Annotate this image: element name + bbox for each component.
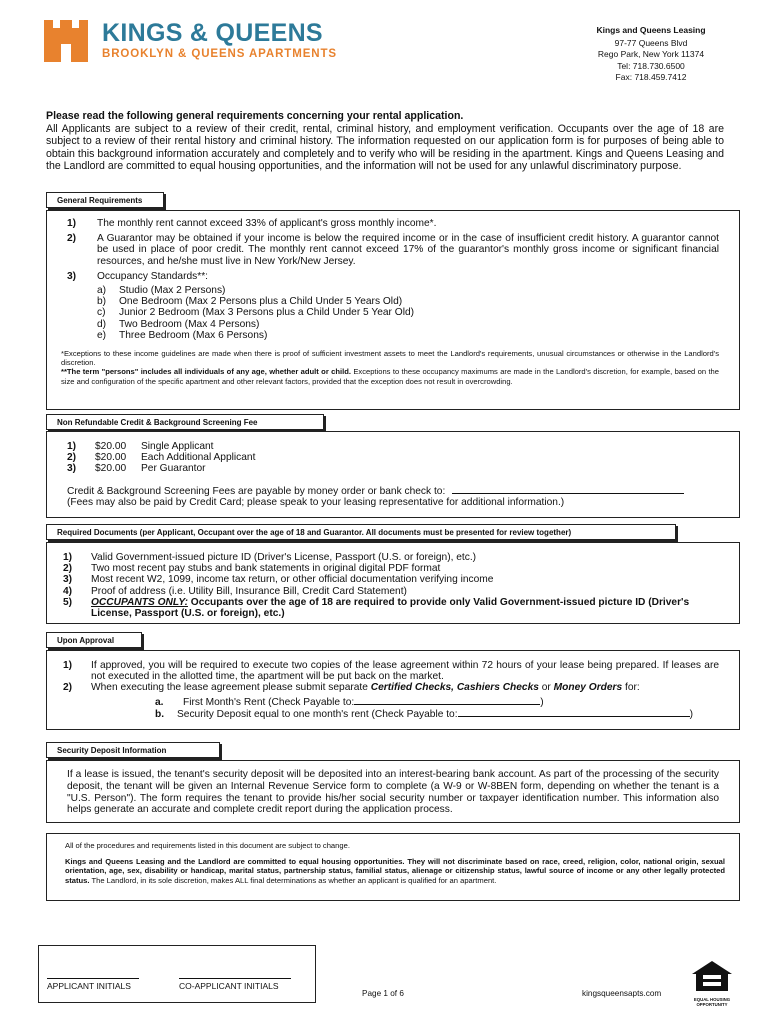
occupancy-item: a) Studio (Max 2 Persons) <box>97 285 226 297</box>
general-requirements-tab: General Requirements <box>46 192 164 208</box>
occupancy-exception-note: **The term "persons" includes all individuals of any age, whether adult or child. Exceptions to these occupancy maximums are made in the Landlord's discretion, for example, based on the size and configuration of the specific apartment and other relevant factors, provided that the exception does not result in overcrowding. <box>61 367 719 386</box>
fee-label: Single Applicant <box>141 441 214 452</box>
fee-amount: $20.00 <box>95 463 127 475</box>
policy-box <box>46 833 740 901</box>
security-deposit-line: b. Security Deposit equal to one month's rent (Check Payable to: ) <box>155 708 693 720</box>
coapplicant-initials-field[interactable]: CO-APPLICANT INITIALS <box>179 978 291 991</box>
first-month-payee-field[interactable] <box>354 696 540 705</box>
security-deposit-payee-field[interactable] <box>458 708 690 717</box>
company-address <box>576 25 726 84</box>
fee-label: Each Additional Applicant <box>141 452 256 464</box>
document-item: 3) Most recent W2, 1099, income tax return, or other official documentation verifying income <box>63 574 494 586</box>
occupancy-item: b) One Bedroom (Max 2 Persons plus a Child Under 5 Years Old) <box>97 296 403 308</box>
occupancy-item: e) Three Bedroom (Max 6 Persons) <box>97 329 268 341</box>
intro-title: Please read the following general requirements concerning your rental application. <box>46 110 464 122</box>
security-deposit-text: If a lease is issued, the tenant's security deposit will be deposited into an interest-bearing bank account. As part of the processing of the security deposit, the tenant will be given an Internal Revenue Service form to complete (a W-9 or W-8BEN form, depending on whether the tenant is a "U.S. Person"). The form requires the tenant to provide his/her social security number or taxpayer identification number. This information also helps generate an accurate and complete credit report during the application process. <box>67 769 719 816</box>
occupancy-item: c) Junior 2 Bedroom (Max 3 Persons plus a Child Under 5 Year Old) <box>97 307 415 319</box>
company-logo <box>44 20 337 62</box>
fax: Fax: 718.459.7412 <box>615 72 687 83</box>
general-item-number: 3) <box>67 270 77 282</box>
document-item: 2) Two most recent pay stubs and bank statements in original digital PDF format <box>63 563 441 575</box>
fee-payable-line: Credit & Background Screening Fees are payable by money order or bank check to: <box>67 485 719 497</box>
street-address: 97-77 Queens Blvd <box>614 37 688 48</box>
equal-housing-statement: Kings and Queens Leasing and the Landlord are committed to equal housing opportunities. They will not discriminate based on race, creed, religion, color, national origin, sexual orientation, age, sex, disability or handicap, marital status, partnership status, familial status, alienage or citizenship status, lawful source of income or any other legally protected status. The Landlord, in its sole discretion, makes ALL final determinations as whether an applicant is qualified for an apartment. <box>65 857 725 885</box>
required-documents-tab: Required Documents (per Applicant, Occupant over the age of 18 and Guarantor. All documents must be presented for review together) <box>46 524 676 540</box>
general-item <box>67 233 719 267</box>
city-address: Rego Park, New York 11374 <box>597 49 705 60</box>
general-item-number: 1) <box>67 218 77 229</box>
fee-label: Per Guarantor <box>141 463 206 475</box>
initials-box <box>38 945 316 1003</box>
company-name: Kings and Queens Leasing <box>596 25 706 35</box>
occupancy-list <box>97 285 719 341</box>
castle-logo-icon <box>44 20 88 62</box>
occupants-only-label: OCCUPANTS ONLY: <box>91 596 188 608</box>
equal-housing-icon <box>690 960 734 992</box>
page-number: Page 1 of 6 <box>362 989 404 998</box>
security-deposit-box <box>46 760 740 823</box>
required-documents-box <box>46 542 740 624</box>
screening-fee-tab: Non Refundable Credit & Background Screening Fee <box>46 414 324 430</box>
fee-item: 3) $20.00 Per Guarantor <box>67 463 206 475</box>
upon-approval-box <box>46 650 740 730</box>
eho-label-line1: EQUAL HOUSING <box>693 997 731 1002</box>
general-item <box>67 218 719 229</box>
equal-housing-logo <box>690 960 734 1007</box>
telephone: Tel: 718.730.6500 <box>617 60 685 71</box>
eho-label-line2: OPPORTUNITY <box>696 1002 728 1007</box>
occupancy-item: d) Two Bedroom (Max 4 Persons) <box>97 318 260 330</box>
applicant-initials-field[interactable]: APPLICANT INITIALS <box>47 978 139 991</box>
upon-approval-tab: Upon Approval <box>46 632 142 648</box>
general-item-text: A Guarantor may be obtained if your income is below the required income or in the case of insufficient credit history. A guarantor cannot be used in place of poor credit. The monthly rent cannot exceed 17% of the guarantor's monthly gross income or significant financial resources, and he/she must live in New York/New Jersey. <box>97 233 719 267</box>
general-item-number: 2) <box>67 233 77 245</box>
screening-fee-box <box>46 431 740 518</box>
fee-amount: $20.00 <box>95 452 127 464</box>
payee-blank-field[interactable] <box>452 485 684 494</box>
policy-change-note: All of the procedures and requirements listed in this document are subject to change. <box>65 841 350 850</box>
general-item <box>67 271 719 282</box>
website-url: kingsqueensapts.com <box>582 989 662 998</box>
general-item-text: Occupancy Standards**: <box>97 270 208 282</box>
fee-item: 1) $20.00 Single Applicant <box>67 441 214 452</box>
fee-item: 2) $20.00 Each Additional Applicant <box>67 452 256 464</box>
intro-body: All Applicants are subject to a review of their credit, rental, criminal history, and employment verification. Occupants over the age of 18 are subject to a review of their rental history and criminal history. The information requested on our application form is for purposes of being able to obtain this background information accurately and completely and to verify who will be residing in the apartment. Kings and Queens Leasing and the Landlord are committed to equal housing opportunities, and the information will not be used for any unlawful discriminatory purpose. <box>46 122 724 173</box>
document-item: 1) Valid Government-issued picture ID (Driver's License, Passport (U.S. or foreign), etc.) <box>63 552 477 563</box>
fee-amount: $20.00 <box>95 441 127 452</box>
brand-subtitle: BROOKLYN & QUEENS APARTMENTS <box>102 48 337 60</box>
first-month-rent-line: a. First Month's Rent (Check Payable to: ) <box>155 696 544 708</box>
brand-name: KINGS & QUEENS <box>102 19 323 47</box>
income-exception-note: *Exceptions to these income guidelines are made when there is proof of sufficient investment assets to meet the Landlord's requirements, unusual circumstances or otherwise in the Landlord's discretion. <box>61 349 719 368</box>
fee-card-note: (Fees may also be paid by Credit Card; please speak to your leasing representative for additional information.) <box>67 496 565 508</box>
security-deposit-tab: Security Deposit Information <box>46 742 220 758</box>
general-item-text: The monthly rent cannot exceed 33% of applicant's gross monthly income*. <box>97 218 437 229</box>
approval-item: 1) If approved, you will be required to execute two copies of the lease agreement within 72 hours of your lease being prepared. If leases are not executed in the allotted time, the apartment will be put back on the market. <box>63 660 719 683</box>
intro-section <box>46 110 724 173</box>
approval-item: 2) When executing the lease agreement please submit separate Certified Checks, Cashiers Checks or Money Orders for: <box>63 682 640 694</box>
document-item: 5) OCCUPANTS ONLY: Occupants over the age of 18 are required to provide only Valid Government-issued picture ID (Driver's License, Passport (U.S. or foreign), etc.) <box>63 596 690 620</box>
general-requirements-box <box>46 210 740 410</box>
document-item: 4) Proof of address (i.e. Utility Bill, Insurance Bill, Credit Card Statement) <box>63 585 407 597</box>
